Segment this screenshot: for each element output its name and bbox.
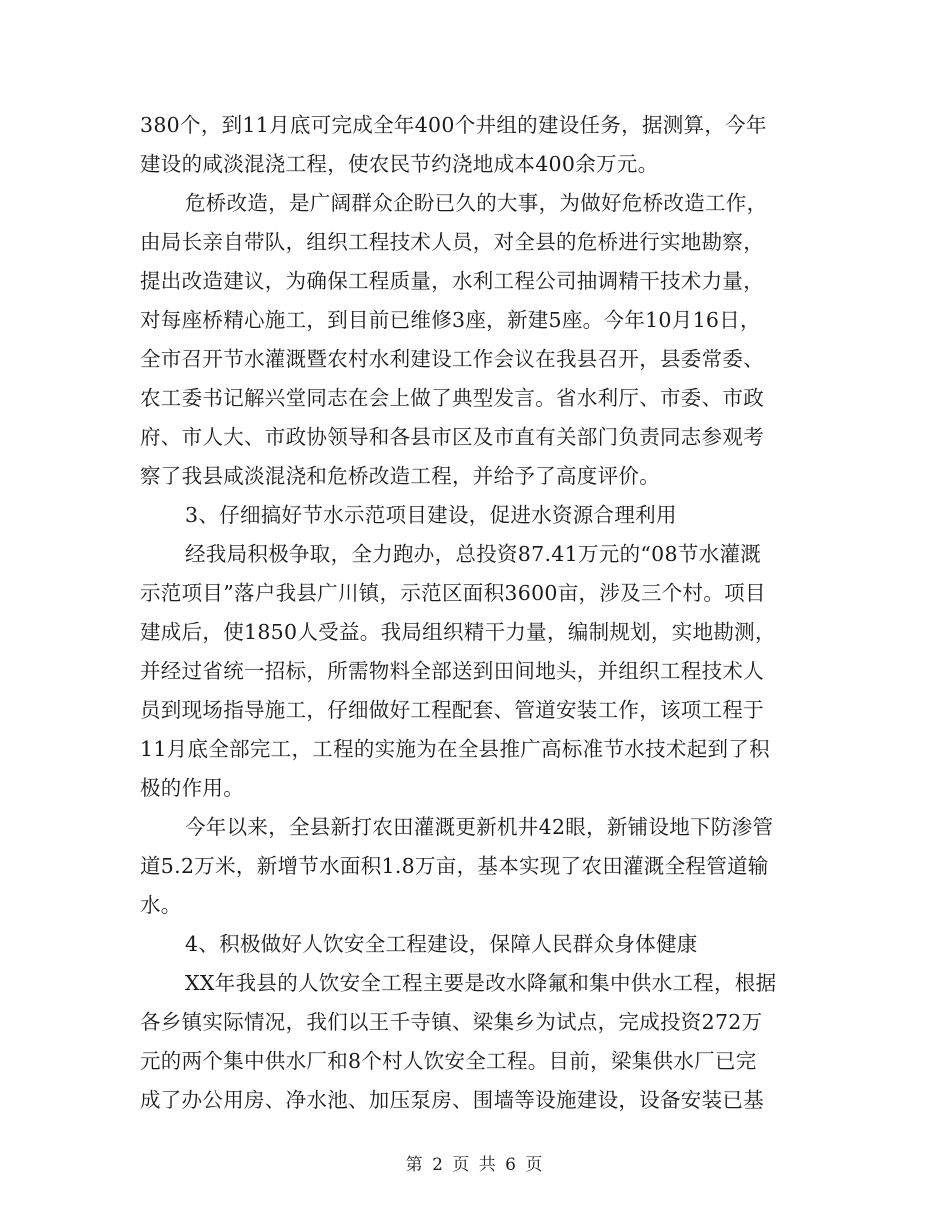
text-line: 380个，到11月底可完成全年400个井组的建设任务，据测算，今年 [140,113,767,137]
section-heading: 3、仔细搞好节水示范项目建设，促进水资源合理利用 [185,503,677,527]
paragraph-start: 经我局积极争取，全力跑办，总投资87.41万元的“08节水灌溉 [185,542,762,566]
text-line: 建成后，使1850人受益。我局组织精干力量，编制规划，实地勘测， [140,620,776,644]
text-line: 元的两个集中供水厂和8个村人饮安全工程。目前，梁集供水厂已完 [140,1049,757,1073]
text-line: 员到现场指导施工，仔细做好工程配套、管道安装工作，该项工程于 [140,698,764,722]
text-line: 建设的咸淡混浇工程，使农民节约浇地成本400余万元。 [140,152,659,176]
text-line: 成了办公用房、净水池、加压泵房、围墙等设施建设，设备安装已基 [140,1088,764,1112]
text-line: 农工委书记解兴堂同志在会上做了典型发言。省水利厅、市委、市政 [140,386,764,410]
text-line: 并经过省统一招标，所需物料全部送到田间地头，并组织工程技术人 [140,659,764,683]
section-heading: 4、积极做好人饮安全工程建设，保障人民群众身体健康 [185,932,698,956]
text-line: 道5.2万米，新增节水面积1.8万亩，基本实现了农田灌溉全程管道输 [140,854,769,878]
paragraph-start: 今年以来，全县新打农田灌溉更新机井42眼，新铺设地下防渗管 [185,815,774,839]
paragraph-start: XX年我县的人饮安全工程主要是改水降氟和集中供水工程，根据 [185,971,777,995]
text-line: 全市召开节水灌溉暨农村水利建设工作会议在我县召开，县委常委、 [140,347,764,371]
page-number: 第 2 页 共 6 页 [405,1155,545,1175]
text-line: 对每座桥精心施工，到目前已维修3座，新建5座。今年10月16日， [140,308,761,332]
text-line: 提出改造建议，为确保工程质量，水利工程公司抽调精干技术力量， [140,269,764,293]
paragraph-start: 危桥改造，是广阔群众企盼已久的大事，为做好危桥改造工作， [185,191,768,215]
text-line: 察了我县咸淡混浇和危桥改造工程，并给予了高度评价。 [140,464,660,488]
text-line: 示范项目”落户我县广川镇，示范区面积3600亩，涉及三个村。项目 [140,581,766,605]
text-line: 府、市人大、市政协领导和各县市区及市直有关部门负责同志参观考 [140,425,764,449]
text-line: 水。 [140,893,182,917]
document-body [140,106,812,1120]
text-line: 由局长亲自带队，组织工程技术人员，对全县的危桥进行实地勘察， [140,230,764,254]
text-line: 各乡镇实际情况，我们以王千寺镇、梁集乡为试点，完成投资272万 [140,1010,763,1034]
text-line: 11月底全部完工，工程的实施为在全县推广高标准节水技术起到了积 [140,737,770,761]
text-line: 极的作用。 [140,776,244,800]
